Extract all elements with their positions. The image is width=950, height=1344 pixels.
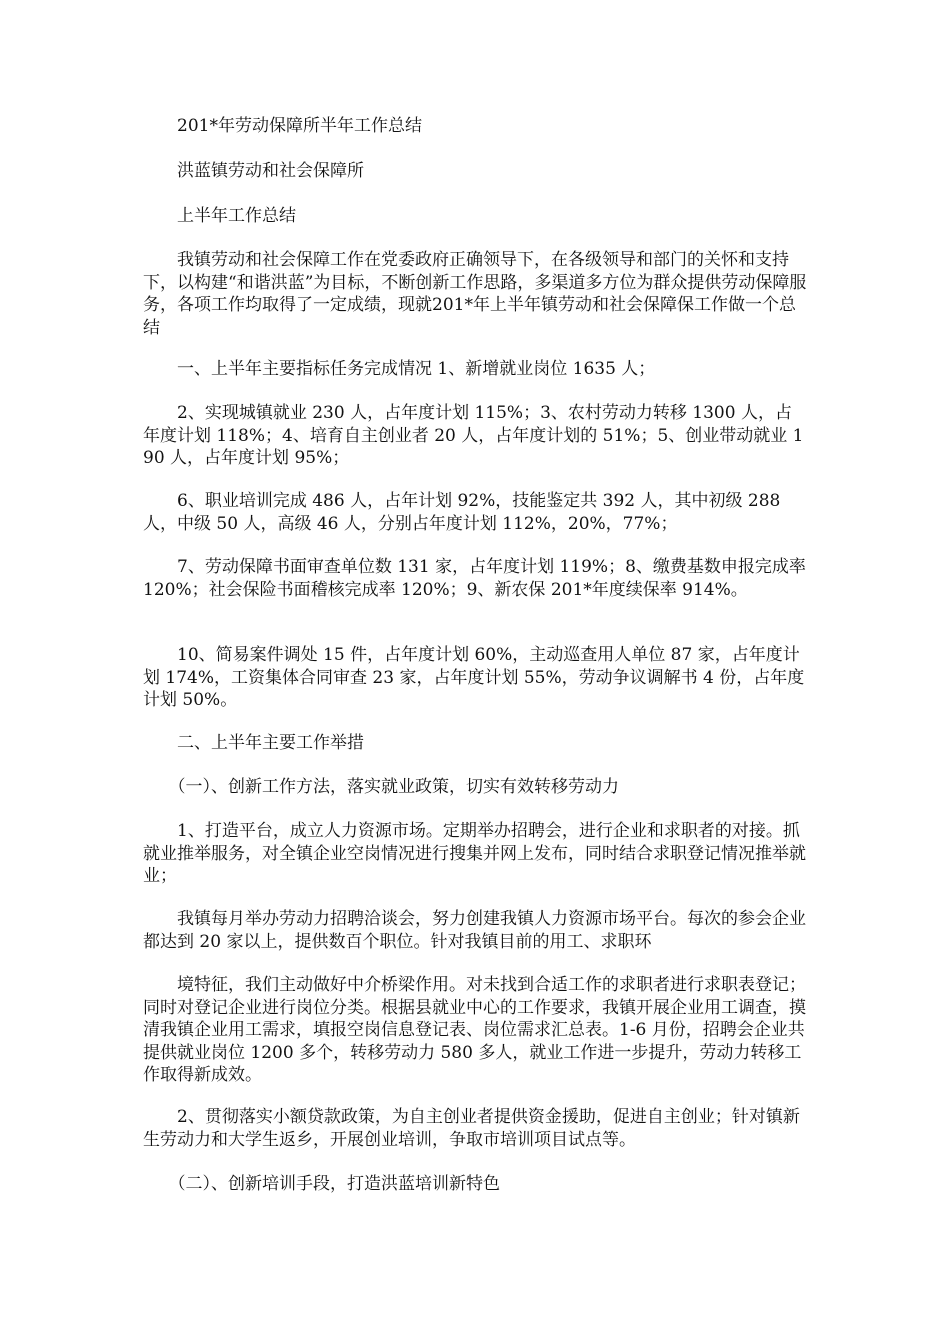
- paragraph-job-fair: 我镇每月举办劳动力招聘洽谈会，努力创建我镇人力资源市场平台。每次的参会企业都达到 20 家以上，提供数百个职位。针对我镇目前的用工、求职环: [143, 909, 806, 952]
- document-title: 201*年劳动保障所半年工作总结: [177, 116, 422, 136]
- paragraph-indicators-7-9: 7、劳动保障书面审查单位数 131 家，占年度计划 119%；8、缴费基数申报完成率 120%；社会保险书面稽核完成率 120%；9、新农保 201*年度续保率 914%。: [143, 557, 806, 600]
- paragraph-platform: 1、打造平台，成立人力资源市场。定期举办招聘会，进行企业和求职者的对接。抓就业推举服务，对全镇企业空岗情况进行搜集并网上发布，同时结合求职登记情况推举就业；: [143, 821, 806, 886]
- section-heading-measures: 二、上半年主要工作举措: [177, 733, 364, 753]
- subsection-heading-2: （二）、创新培训手段，打造洪蓝培训新特色: [168, 1174, 500, 1194]
- paragraph-indicators-2-5: 2、实现城镇就业 230 人，占年度计划 115%；3、农村劳动力转移 1300 人，占年度计划 118%；4、培育自主创业者 20 人，占年度计划的 51%；5、创业带动就业 190 人，占年度计划 95%；: [143, 403, 804, 468]
- paragraph-intermediary: 境特征，我们主动做好中介桥梁作用。对未找到合适工作的求职者进行求职表登记；同时对登记企业进行岗位分类。根据县就业中心的工作要求，我镇开展企业用工调查，摸清我镇企业用工需求，填报空岗信息登记表、岗位需求汇总表。1-6 月份，招聘会企业共提供就业岗位 1200 多个，转移劳动力 580 多人，就业工作进一步提升，劳动力转移工作取得新成效。: [143, 975, 806, 1085]
- paragraph-indicators-heading: 一、上半年主要指标任务完成情况 1、新增就业岗位 1635 人；: [177, 359, 656, 379]
- paragraph-loans: 2、贯彻落实小额贷款政策，为自主创业者提供资金援助，促进自主创业；针对镇新生劳动力和大学生返乡，开展创业培训，争取市培训项目试点等。: [143, 1107, 800, 1150]
- paragraph-indicators-10: 10、简易案件调处 15 件，占年度计划 60%，主动巡查用人单位 87 家，占年度计划 174%，工资集体合同审查 23 家，占年度计划 55%，劳动争议调解书 4 份，占年度计划 50%。: [143, 645, 805, 710]
- organization-name: 洪蓝镇劳动和社会保障所: [177, 161, 364, 181]
- paragraph-indicators-6: 6、职业培训完成 486 人，占年计划 92%，技能鉴定共 392 人，其中初级 288 人，中级 50 人，高级 46 人，分别占年度计划 112%，20%，77%；: [143, 491, 781, 534]
- subsection-heading-1: （一）、创新工作方法，落实就业政策，切实有效转移劳动力: [168, 777, 619, 797]
- document-subtitle: 上半年工作总结: [177, 206, 296, 226]
- paragraph-intro: 我镇劳动和社会保障工作在党委政府正确领导下，在各级领导和部门的关怀和支持下，以构建“和谐洪蓝”为目标，不断创新工作思路，多渠道多方位为群众提供劳动保障服务，各项工作均取得了一定成绩，现就201*年上半年镇劳动和社会保障保工作做一个总结: [143, 250, 807, 338]
